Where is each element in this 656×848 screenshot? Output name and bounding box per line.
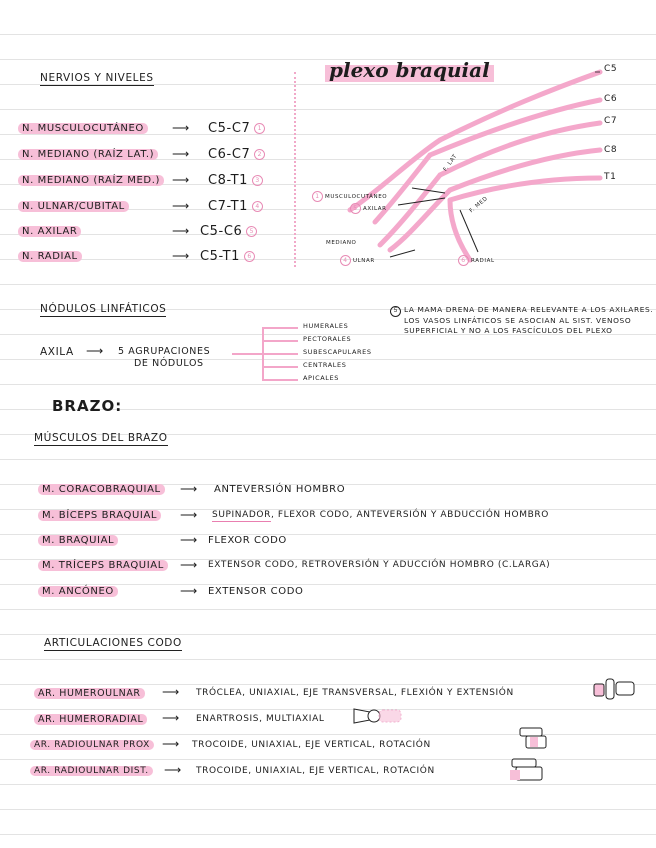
- arrow-right-icon: ⟶: [162, 711, 180, 725]
- arrow-right-icon: ⟶: [172, 147, 190, 161]
- nerve-label: [458, 255, 495, 266]
- circle-number: 4: [252, 201, 263, 212]
- nerve-label-text: AXILAR: [363, 206, 387, 212]
- list-item: [18, 149, 158, 160]
- root-label: C6: [604, 94, 618, 104]
- arrow-right-icon: ⟶: [164, 763, 182, 777]
- list-item: SUBESCAPULARES: [303, 348, 372, 356]
- circle-number: 5: [246, 226, 257, 237]
- nerve-label: [312, 191, 387, 202]
- circle-number: 2: [254, 149, 265, 160]
- hinge-part: [606, 679, 614, 699]
- joint-name: AR. RADIOULNAR PROX: [30, 740, 154, 750]
- nerve-level-value: C5-T1: [200, 249, 241, 264]
- joint-name: AR. RADIOULNAR DIST.: [30, 766, 153, 776]
- nerve-name: N. MEDIANO (RAÍZ LAT.): [18, 149, 158, 160]
- circle-number: 6: [244, 251, 255, 262]
- nerve-level: [200, 249, 255, 264]
- joint-ball: [368, 710, 380, 722]
- note-text: LA MAMA DRENA DE MANERA RELEVANTE A LOS AXILARES. LOS VASOS LINFÁTICOS SE ASOCIAN AL SIST. VENOSO SUPERFICIAL Y NO A LOS FASCÍCULOS DEL PLEXO: [404, 305, 654, 335]
- muscle-name: M. ANCÓNEO: [38, 586, 118, 597]
- nerve-level-value: C6-C7: [208, 147, 251, 162]
- arrow-right-icon: ⟶: [172, 199, 190, 213]
- root-label: T1: [604, 172, 617, 182]
- list-item: [38, 535, 118, 546]
- joint-bone: [379, 710, 401, 722]
- cord-label: F. MED: [468, 195, 490, 215]
- plexus-cord: [450, 200, 470, 260]
- section-divider: [294, 72, 296, 267]
- arrow-right-icon: ⟶: [86, 344, 104, 358]
- arrow-right-icon: ⟶: [180, 508, 198, 522]
- nerve-label-text: MUSCULOCUTÁNEO: [325, 194, 388, 200]
- nerve-level: [208, 121, 265, 136]
- nodulos-heading: NÓDULOS LINFÁTICOS: [40, 303, 167, 315]
- list-item: [38, 586, 118, 597]
- brazo-title: BRAZO:: [52, 397, 123, 415]
- list-item: [34, 688, 145, 699]
- plexo-title-text: plexo braquial: [325, 58, 494, 82]
- nerve-label-text: MEDIANO: [326, 240, 357, 246]
- brachial-plexus-diagram: [300, 60, 650, 270]
- nervios-heading: NERVIOS Y NIVELES: [40, 72, 154, 84]
- nerve-level-value: C7-T1: [208, 199, 249, 214]
- pivot-part: [520, 728, 542, 736]
- arrow-right-icon: ⟶: [162, 737, 180, 751]
- nerve-level: [208, 173, 263, 188]
- arrow-right-icon: ⟶: [172, 224, 190, 238]
- muscle-action: EXTENSOR CODO, RETROVERSIÓN Y ADUCCIÓN HOMBRO (C.LARGA): [208, 560, 551, 570]
- nerve-level-value: C8-T1: [208, 173, 249, 188]
- nerve-level: [200, 224, 257, 239]
- muscle-name: M. BRAQUIAL: [38, 535, 118, 546]
- joint-name: AR. HUMERORADIAL: [34, 714, 147, 725]
- agrupaciones-label: DE NÓDULOS: [134, 358, 204, 369]
- arrow-right-icon: ⟶: [180, 482, 198, 496]
- bracket-line: [262, 327, 298, 329]
- list-item: [38, 484, 165, 495]
- muscle-action: ANTEVERSIÓN HOMBRO: [214, 484, 346, 495]
- circle-number: 5: [390, 306, 401, 317]
- joint-desc: TRÓCLEA, UNIAXIAL, EJE TRANSVERSAL, FLEXIÓN Y EXTENSIÓN: [196, 688, 514, 698]
- list-item: [18, 123, 148, 134]
- list-item: PECTORALES: [303, 335, 352, 343]
- circle-number: 6: [458, 255, 469, 266]
- nerve-label: [340, 255, 375, 266]
- hinge-part: [616, 682, 634, 695]
- nerve-level-value: C5-C6: [200, 224, 243, 239]
- nerve-level: [208, 147, 265, 162]
- bracket-line: [262, 366, 298, 368]
- nerve-label: [350, 203, 387, 214]
- root-label: C5: [604, 64, 618, 74]
- nerve-name: N. MEDIANO (RAÍZ MED.): [18, 175, 164, 186]
- list-item: HUMERALES: [303, 322, 349, 330]
- hinge-part: [594, 684, 604, 696]
- ball-joint-icon: [352, 704, 404, 726]
- list-item: [38, 560, 168, 571]
- nerve-level-value: C5-C7: [208, 121, 251, 136]
- pivot-part: [530, 737, 538, 747]
- joint-name: AR. HUMEROULNAR: [34, 688, 145, 699]
- joint-desc: TROCOIDE, UNIAXIAL, EJE VERTICAL, ROTACIÓN: [192, 740, 431, 750]
- muscle-name: M. BÍCEPS BRAQUIAL: [38, 510, 161, 521]
- pivot-joint-icon: [506, 756, 546, 784]
- agrupaciones-label: 5 AGRUPACIONES: [118, 346, 211, 357]
- muscle-action: [212, 510, 549, 520]
- joint-desc: ENARTROSIS, MULTIAXIAL: [196, 714, 325, 724]
- muscle-action: FLEXOR CODO: [208, 535, 287, 546]
- arrow-right-icon: ⟶: [172, 173, 190, 187]
- root-label: C7: [604, 116, 618, 126]
- pivot-part: [512, 759, 536, 767]
- arrow-line: [390, 250, 415, 257]
- root-label: C8: [604, 145, 618, 155]
- arrow-right-icon: ⟶: [162, 685, 180, 699]
- list-item: CENTRALES: [303, 361, 347, 369]
- list-item: [18, 226, 81, 237]
- plexus-trunks: [350, 72, 600, 260]
- muscle-name: M. CORACOBRAQUIAL: [38, 484, 165, 495]
- pivot-part: [510, 770, 520, 780]
- joint-desc: TROCOIDE, UNIAXIAL, EJE VERTICAL, ROTACIÓN: [196, 766, 435, 776]
- arrow-right-icon: ⟶: [172, 249, 190, 263]
- list-item: [18, 251, 82, 262]
- arrow-right-icon: ⟶: [180, 533, 198, 547]
- circle-number: 1: [312, 191, 323, 202]
- arrow-right-icon: ⟶: [180, 558, 198, 572]
- axila-label: AXILA: [40, 346, 74, 358]
- nerve-label-text: ULNAR: [353, 258, 375, 264]
- list-item: [34, 714, 147, 725]
- list-item: [30, 766, 153, 776]
- muscle-name: M. TRÍCEPS BRAQUIAL: [38, 560, 168, 571]
- bracket-line: [262, 379, 298, 381]
- list-item: [18, 175, 164, 186]
- muscle-action-emph: SUPINADOR: [212, 510, 271, 520]
- hinge-joint-icon: [592, 676, 638, 702]
- arrow-right-icon: ⟶: [180, 584, 198, 598]
- nerve-label-text: RADIAL: [471, 258, 495, 264]
- circle-number: 5: [350, 203, 361, 214]
- pivot-joint-icon: [516, 725, 552, 751]
- arrow-right-icon: ⟶: [172, 121, 190, 135]
- circle-number: 3: [252, 175, 263, 186]
- bracket-line: [232, 353, 262, 355]
- nerve-name: N. ULNAR/CUBITAL: [18, 201, 129, 212]
- nerve-name: N. AXILAR: [18, 226, 81, 237]
- list-item: [38, 510, 161, 521]
- nerve-name: N. MUSCULOCUTÁNEO: [18, 123, 148, 134]
- muscle-action: EXTENSOR CODO: [208, 586, 304, 597]
- musculos-heading: MÚSCULOS DEL BRAZO: [34, 432, 168, 444]
- list-item: [30, 740, 154, 750]
- nerve-label: [326, 240, 356, 246]
- circle-number: 4: [340, 255, 351, 266]
- bracket-line: [262, 353, 298, 355]
- list-item: APICALES: [303, 374, 339, 382]
- nerve-name: N. RADIAL: [18, 251, 82, 262]
- circle-number: 1: [254, 123, 265, 134]
- articulaciones-heading: ARTICULACIONES CODO: [44, 637, 182, 649]
- list-item: [18, 201, 129, 212]
- muscle-action-text: , FLEXOR CODO, ANTEVERSIÓN Y ABDUCCIÓN HOMBRO: [270, 510, 549, 520]
- bracket-line: [262, 340, 298, 342]
- cord-label: F. LAT: [442, 153, 459, 173]
- nerve-level: [208, 199, 263, 214]
